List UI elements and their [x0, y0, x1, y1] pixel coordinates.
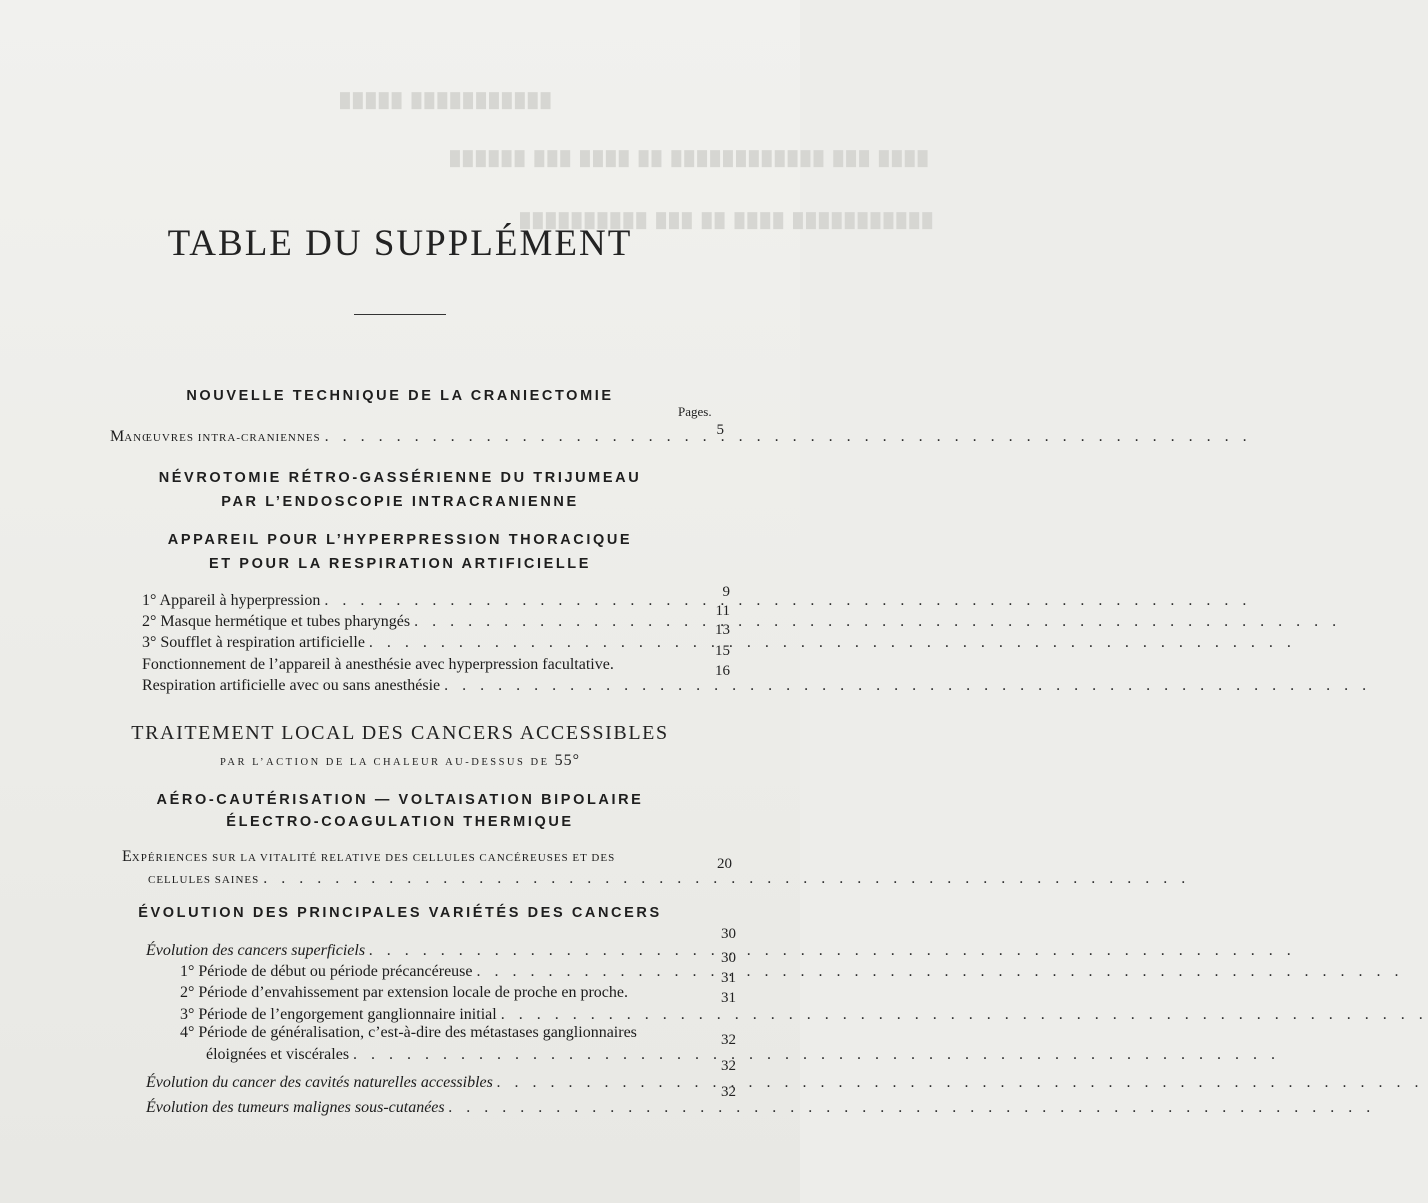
page-number: 32 — [721, 1058, 736, 1074]
page-number: 30 — [721, 950, 736, 966]
title-divider — [354, 314, 446, 315]
entry-text: Fonctionnement de l’appareil à anesthésie avec hyperpression facultative. — [142, 656, 614, 673]
section-heading-aero-cauterisation: AÉRO-CAUTÉRISATION — VOLTAISATION BIPOLAIRE — [156, 792, 644, 808]
leader-dots — [477, 963, 1404, 981]
pages-column-label: Pages. — [678, 404, 712, 419]
entry-initial: E — [122, 848, 132, 865]
leader-dots — [501, 1006, 1428, 1024]
entry-text: Évolution du cancer des cavités naturelles accessibles — [146, 1074, 493, 1091]
entry-text: Respiration artificielle avec ou sans anesthésie — [142, 677, 441, 694]
section-heading-traitement: TRAITEMENT LOCAL DES CANCERS ACCESSIBLES — [131, 722, 669, 744]
section-heading-nevrotomie-line2: PAR L’ENDOSCOPIE INTRACRANIENNE — [221, 494, 579, 510]
leader-dots — [369, 634, 1296, 652]
page-number: 32 — [721, 1032, 736, 1048]
page-number: 11 — [715, 603, 730, 619]
toc-entry — [122, 848, 692, 866]
entry-text: 2° Masque hermétique et tubes pharyngés — [142, 613, 411, 630]
entry-text: Évolution des tumeurs malignes sous-cutanées — [146, 1099, 445, 1116]
leader-dots — [353, 1046, 1280, 1064]
toc-entry — [180, 1024, 695, 1042]
section-subheading — [0, 752, 800, 770]
leader-dots — [369, 942, 1296, 960]
leader-dots — [414, 613, 1341, 631]
section-heading-appareil: APPAREIL POUR L’HYPERPRESSION THORACIQUE — [167, 532, 633, 548]
page-number: 16 — [715, 663, 730, 679]
section-heading-electro-coagulation: ÉLECTRO-COAGULATION THERMIQUE — [226, 814, 574, 830]
page-number: 5 — [716, 422, 724, 438]
entry-initial: M — [110, 428, 125, 445]
bleed-through-text: █████ ███████████ — [340, 92, 554, 108]
toc-entry — [142, 677, 682, 695]
entry-text: 1° Appareil à hyperpression — [142, 592, 321, 609]
entry-text: CELLULES SAINES — [148, 874, 260, 886]
toc-entry — [142, 613, 682, 631]
entry-text: éloignées et viscérales — [206, 1046, 350, 1063]
section-heading-craniectomie: NOUVELLE TECHNIQUE DE LA CRANIECTOMIE — [186, 388, 614, 404]
entry-text: XPÉRIENCES SUR LA VITALITÉ RELATIVE DES CELLULES CANCÉREUSES ET DES — [131, 852, 616, 864]
bleed-through-text: ██████████ ███ ██ ████ ███████████ — [520, 212, 936, 228]
toc-entry — [142, 592, 682, 610]
subheading-text: PAR L’ACTION DE LA CHALEUR AU-DESSUS DE — [219, 757, 550, 768]
toc-entry — [180, 963, 690, 981]
page-number: 30 — [721, 926, 736, 942]
entry-text: 3° Soufflet à respiration artificielle — [142, 634, 365, 651]
page-number: 13 — [715, 622, 730, 638]
toc-entry-continuation — [148, 870, 688, 888]
toc-entry — [180, 984, 692, 1002]
toc-entry — [146, 1099, 691, 1117]
leader-dots — [449, 1099, 1376, 1117]
toc-entry — [142, 634, 682, 652]
page-title: TABLE DU SUPPLÉMENT — [167, 223, 633, 264]
toc-entry — [110, 428, 678, 446]
section-heading-evolution: ÉVOLUTION DES PRINCIPALES VARIÉTÉS DES CANCERS — [138, 905, 662, 921]
entry-text: 4° Période de généralisation, c’est-à-dire des métastases ganglionnaires — [180, 1024, 637, 1041]
temperature-value: 55° — [554, 752, 581, 769]
entry-text: ANŒUVRES INTRA-CRANIENNES — [124, 432, 321, 444]
page-number: 15 — [715, 643, 730, 659]
page-number: 20 — [717, 856, 732, 872]
page-number: 9 — [722, 584, 730, 600]
entry-text: 2° Période d’envahissement par extension locale de proche en proche. — [180, 984, 629, 1001]
leader-dots — [325, 428, 1252, 446]
page-number: 31 — [721, 970, 736, 986]
leader-dots — [324, 592, 1251, 610]
page-number: 32 — [721, 1084, 736, 1100]
page-number: 31 — [721, 990, 736, 1006]
toc-entry — [142, 656, 687, 674]
toc-entry — [146, 942, 691, 960]
toc-entry — [146, 1074, 691, 1092]
leader-dots — [444, 677, 1371, 695]
section-heading-nevrotomie: NÉVROTOMIE RÉTRO-GASSÉRIENNE DU TRIJUMEAU — [158, 470, 642, 486]
section-heading-appareil-line2: ET POUR LA RESPIRATION ARTIFICIELLE — [208, 556, 592, 572]
entry-text: 3° Période de l’engorgement ganglionnaire initial — [180, 1006, 497, 1023]
bleed-through-text: ██████ ███ ████ ██ ████████████ ███ ████ — [450, 150, 931, 166]
entry-text: Évolution des cancers superficiels — [146, 942, 366, 959]
toc-entry — [180, 1006, 690, 1024]
entry-text: 1° Période de début ou période précancéreuse — [180, 963, 473, 980]
leader-dots — [497, 1074, 1424, 1092]
toc-entry-continuation — [206, 1046, 692, 1064]
